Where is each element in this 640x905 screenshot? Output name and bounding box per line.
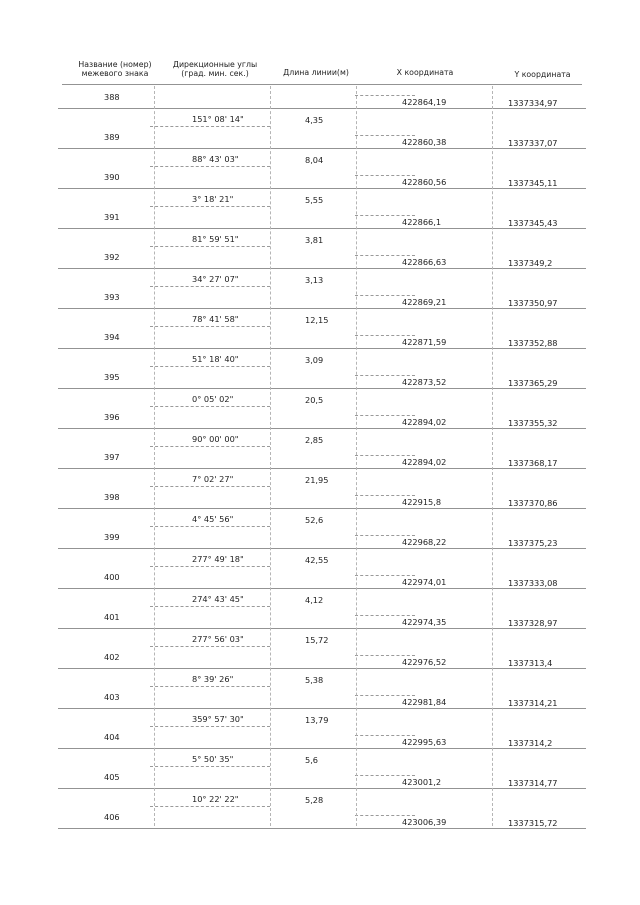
row-dash-mark	[355, 95, 415, 96]
direction-angle: 90° 00' 00"	[192, 434, 239, 444]
segment-dash-mark	[150, 166, 270, 167]
row-dash-mark	[355, 815, 415, 816]
row-separator	[58, 268, 586, 269]
direction-angle: 34° 27' 07"	[192, 274, 239, 284]
point-name: 398	[104, 492, 120, 502]
row-dash-mark	[355, 215, 415, 216]
point-name: 400	[104, 572, 120, 582]
point-y: 1337370,86	[508, 498, 558, 508]
row-separator	[58, 668, 586, 669]
row-separator	[58, 348, 586, 349]
point-name: 397	[104, 452, 120, 462]
row-dash-mark	[355, 495, 415, 496]
row-separator	[58, 748, 586, 749]
row-separator	[58, 308, 586, 309]
point-x: 423006,39	[402, 817, 447, 827]
line-length: 21,95	[305, 475, 329, 485]
header-x-coordinate: X координата	[396, 68, 454, 77]
header-y-coordinate: Y координата	[514, 70, 571, 79]
segment-dash-mark	[150, 686, 270, 687]
point-x: 422873,52	[402, 377, 447, 387]
row-dash-mark	[355, 775, 415, 776]
row-dash-mark	[355, 375, 415, 376]
direction-angle: 359° 57' 30"	[192, 714, 244, 724]
direction-angle: 277° 49' 18"	[192, 554, 244, 564]
direction-angle: 4° 45' 56"	[192, 514, 234, 524]
point-y: 1337314,21	[508, 698, 558, 708]
point-y: 1337368,17	[508, 458, 558, 468]
point-x: 422974,01	[402, 577, 447, 587]
point-x: 422866,1	[402, 217, 442, 227]
direction-angle: 277° 56' 03"	[192, 634, 244, 644]
row-separator	[58, 428, 586, 429]
line-length: 4,12	[305, 595, 324, 605]
point-name: 393	[104, 292, 120, 302]
point-x: 422860,56	[402, 177, 447, 187]
row-separator	[58, 508, 586, 509]
row-dash-mark	[355, 735, 415, 736]
point-x: 422866,63	[402, 257, 447, 267]
point-y: 1337328,97	[508, 618, 558, 628]
point-y: 1337355,32	[508, 418, 558, 428]
point-name: 395	[104, 372, 120, 382]
line-length: 5,6	[305, 755, 319, 765]
point-name: 394	[104, 332, 120, 342]
point-y: 1337314,77	[508, 778, 558, 788]
point-x: 422976,52	[402, 657, 447, 667]
line-length: 3,09	[305, 355, 324, 365]
direction-angle: 8° 39' 26"	[192, 674, 234, 684]
segment-dash-mark	[150, 326, 270, 327]
row-separator	[58, 388, 586, 389]
point-y: 1337350,97	[508, 298, 558, 308]
point-name: 392	[104, 252, 120, 262]
row-separator	[58, 148, 586, 149]
row-dash-mark	[355, 535, 415, 536]
column-guide	[492, 86, 493, 826]
line-length: 3,13	[305, 275, 324, 285]
point-name: 403	[104, 692, 120, 702]
segment-dash-mark	[150, 406, 270, 407]
point-name: 406	[104, 812, 120, 822]
direction-angle: 274° 43' 45"	[192, 594, 244, 604]
header-direction-angles-line2: (град. мин. сек.)	[181, 69, 249, 78]
row-separator	[58, 708, 586, 709]
point-name: 391	[104, 212, 120, 222]
point-x: 422968,22	[402, 537, 447, 547]
point-y: 1337334,97	[508, 98, 558, 108]
point-name: 389	[104, 132, 120, 142]
row-separator	[58, 828, 586, 829]
point-y: 1337314,2	[508, 738, 553, 748]
row-dash-mark	[355, 135, 415, 136]
segment-dash-mark	[150, 766, 270, 767]
line-length: 5,38	[305, 675, 324, 685]
segment-dash-mark	[150, 726, 270, 727]
point-y: 1337313,4	[508, 658, 553, 668]
row-dash-mark	[355, 175, 415, 176]
direction-angle: 88° 43' 03"	[192, 154, 239, 164]
segment-dash-mark	[150, 446, 270, 447]
line-length: 12,15	[305, 315, 329, 325]
line-length: 4,35	[305, 115, 324, 125]
point-name: 399	[104, 532, 120, 542]
segment-dash-mark	[150, 286, 270, 287]
segment-dash-mark	[150, 206, 270, 207]
column-guide	[270, 86, 271, 826]
row-dash-mark	[355, 335, 415, 336]
direction-angle: 5° 50' 35"	[192, 754, 234, 764]
line-length: 3,81	[305, 235, 324, 245]
point-name: 396	[104, 412, 120, 422]
direction-angle: 81° 59' 51"	[192, 234, 239, 244]
segment-dash-mark	[150, 526, 270, 527]
direction-angle: 3° 18' 21"	[192, 194, 234, 204]
point-x: 422894,02	[402, 457, 447, 467]
line-length: 13,79	[305, 715, 329, 725]
row-separator	[58, 628, 586, 629]
segment-dash-mark	[150, 606, 270, 607]
row-separator	[58, 468, 586, 469]
row-dash-mark	[355, 295, 415, 296]
header-point-name-line1: Название (номер)	[78, 60, 152, 69]
row-dash-mark	[355, 255, 415, 256]
point-x: 422981,84	[402, 697, 447, 707]
row-separator	[58, 188, 586, 189]
row-separator	[58, 108, 586, 109]
point-y: 1337345,11	[508, 178, 558, 188]
point-x: 422871,59	[402, 337, 447, 347]
point-y: 1337333,08	[508, 578, 558, 588]
point-name: 404	[104, 732, 120, 742]
row-dash-mark	[355, 695, 415, 696]
row-separator	[58, 788, 586, 789]
line-length: 20,5	[305, 395, 324, 405]
direction-angle: 78° 41' 58"	[192, 314, 239, 324]
row-dash-mark	[355, 615, 415, 616]
point-name: 402	[104, 652, 120, 662]
header-direction-angles	[160, 60, 270, 78]
segment-dash-mark	[150, 566, 270, 567]
point-name: 405	[104, 772, 120, 782]
direction-angle: 0° 05' 02"	[192, 394, 234, 404]
line-length: 5,28	[305, 795, 324, 805]
segment-dash-mark	[150, 806, 270, 807]
row-separator	[58, 548, 586, 549]
point-y: 1337315,72	[508, 818, 558, 828]
line-length: 2,85	[305, 435, 324, 445]
row-dash-mark	[355, 655, 415, 656]
header-point-name	[70, 60, 160, 78]
segment-dash-mark	[150, 246, 270, 247]
point-y: 1337349,2	[508, 258, 553, 268]
point-x: 422915,8	[402, 497, 442, 507]
row-dash-mark	[355, 455, 415, 456]
direction-angle: 151° 08' 14"	[192, 114, 244, 124]
header-separator	[62, 84, 582, 85]
direction-angle: 7° 02' 27"	[192, 474, 234, 484]
point-x: 422860,38	[402, 137, 447, 147]
column-guide	[154, 86, 155, 826]
segment-dash-mark	[150, 486, 270, 487]
point-x: 422864,19	[402, 97, 447, 107]
point-y: 1337375,23	[508, 538, 558, 548]
line-length: 15,72	[305, 635, 329, 645]
point-x: 422869,21	[402, 297, 447, 307]
row-separator	[58, 588, 586, 589]
point-x: 422995,63	[402, 737, 447, 747]
header-direction-angles-line1: Дирекционные углы	[172, 60, 258, 69]
row-separator	[58, 228, 586, 229]
point-name: 401	[104, 612, 120, 622]
direction-angle: 51° 18' 40"	[192, 354, 239, 364]
point-x: 423001,2	[402, 777, 442, 787]
row-dash-mark	[355, 575, 415, 576]
line-length: 5,55	[305, 195, 324, 205]
point-y: 1337337,07	[508, 138, 558, 148]
segment-dash-mark	[150, 126, 270, 127]
column-guide	[356, 86, 357, 826]
point-x: 422894,02	[402, 417, 447, 427]
point-y: 1337352,88	[508, 338, 558, 348]
point-y: 1337345,43	[508, 218, 558, 228]
segment-dash-mark	[150, 646, 270, 647]
line-length: 42,55	[305, 555, 329, 565]
row-dash-mark	[355, 415, 415, 416]
line-length: 8,04	[305, 155, 324, 165]
point-name: 388	[104, 92, 120, 102]
direction-angle: 10° 22' 22"	[192, 794, 239, 804]
point-x: 422974,35	[402, 617, 447, 627]
line-length: 52,6	[305, 515, 324, 525]
header-line-length: Длина линии(м)	[283, 68, 349, 77]
point-name: 390	[104, 172, 120, 182]
segment-dash-mark	[150, 366, 270, 367]
point-y: 1337365,29	[508, 378, 558, 388]
header-point-name-line2: межевого знака	[81, 69, 149, 78]
